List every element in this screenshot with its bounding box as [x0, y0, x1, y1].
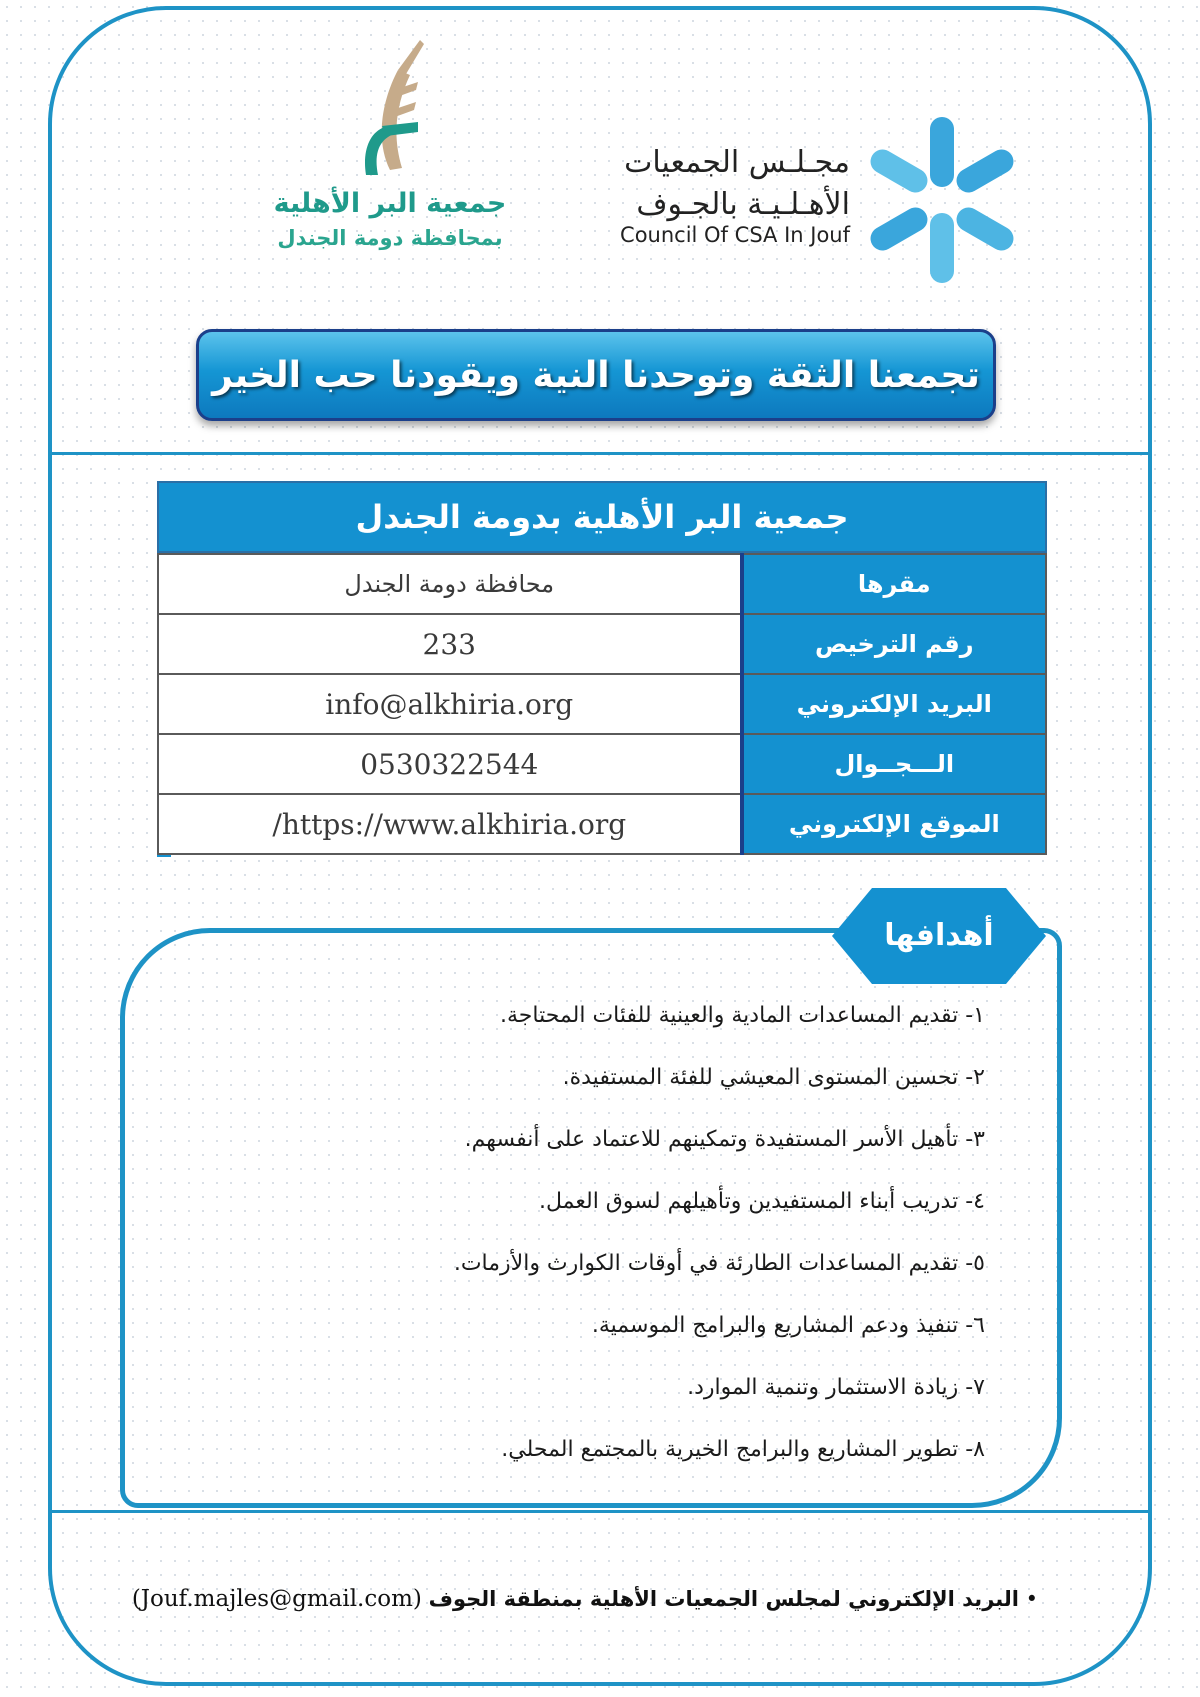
council-burst-icon	[862, 115, 1022, 285]
info-value-license: 233	[158, 614, 742, 674]
table-row	[158, 614, 1046, 674]
info-value-website[interactable]: /https://www.alkhiria.org	[158, 794, 742, 854]
birr-association-logo	[270, 30, 510, 270]
council-name-en: Council Of CSA In Jouf	[620, 223, 850, 247]
info-label-website: الموقع الإلكتروني	[742, 794, 1046, 854]
goal-item: ٢- تحسين المستوى المعيشي للفئة المستفيدة.	[562, 1065, 985, 1090]
goal-item: ١- تقديم المساعدات المادية والعينية للفئات المحتاجة.	[500, 1003, 985, 1028]
info-label-location: مقرها	[742, 554, 1046, 614]
info-label-license: رقم الترخيص	[742, 614, 1046, 674]
goal-item: ٨- تطوير المشاريع والبرامج الخيرية بالمجتمع المحلي.	[501, 1437, 985, 1462]
goal-item: ٣- تأهيل الأسر المستفيدة وتمكينهم للاعتماد على أنفسهم.	[464, 1127, 985, 1152]
footer-label: البريد الإلكتروني لمجلس الجمعيات الأهلية بمنطقة الجوف	[428, 1587, 1019, 1611]
footer-contact	[132, 1586, 1038, 1612]
info-value-email[interactable]: info@alkhiria.org	[158, 674, 742, 734]
info-table	[157, 553, 1047, 855]
goal-item: ٦- تنفيذ ودعم المشاريع والبرامج الموسمية.	[591, 1313, 985, 1338]
divider-bottom	[50, 1510, 1150, 1513]
info-label-email: البريد الإلكتروني	[742, 674, 1046, 734]
birr-emblem-icon	[270, 30, 510, 180]
info-value-location: محافظة دومة الجندل	[158, 554, 742, 614]
slogan-banner	[196, 329, 996, 421]
table-row	[158, 734, 1046, 794]
birr-logo-sub: بمحافظة دومة الجندل	[277, 226, 503, 250]
goals-tag	[832, 888, 1046, 984]
info-table-title-bar	[157, 481, 1047, 553]
footer-email-link[interactable]: (Jouf.majles@gmail.com)	[131, 1586, 422, 1612]
table-row	[158, 674, 1046, 734]
info-value-mobile[interactable]: 0530322544	[158, 734, 742, 794]
goals-title: أهدافها	[884, 918, 994, 953]
goal-item: ٥- تقديم المساعدات الطارئة في أوقات الكوارث والأزمات.	[453, 1251, 985, 1276]
footer-bullet: •	[1025, 1587, 1038, 1611]
council-name-ar-1: مجـلـس الجمعيات	[624, 145, 850, 180]
council-logo	[600, 115, 1020, 285]
table-row	[158, 554, 1046, 614]
table-row	[158, 794, 1046, 854]
goal-item: ٧- زيادة الاستثمار وتنمية الموارد.	[687, 1375, 985, 1400]
council-name-ar-2: الأهـلـيـة بالجـوف	[636, 187, 850, 222]
info-label-mobile: الـــجــوال	[742, 734, 1046, 794]
birr-logo-name: جمعية البر الأهلية	[273, 188, 507, 219]
slogan-text: تجمعنا الثقة وتوحدنا النية ويقودنا حب الخير	[212, 354, 980, 396]
info-table-title: جمعية البر الأهلية بدومة الجندل	[355, 498, 849, 536]
divider-top	[50, 452, 1150, 455]
goal-item: ٤- تدريب أبناء المستفيدين وتأهيلهم لسوق العمل.	[539, 1189, 985, 1214]
